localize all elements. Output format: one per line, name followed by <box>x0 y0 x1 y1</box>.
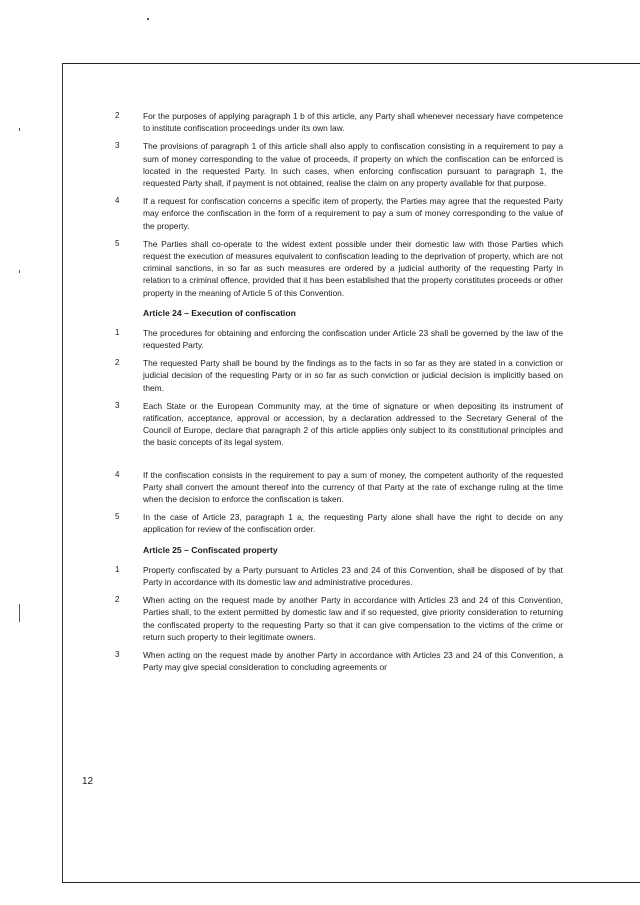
paragraph-number: 1 <box>115 564 120 574</box>
bottom-rule <box>62 882 640 883</box>
paragraph-number: 4 <box>115 469 120 479</box>
paragraph-text: The Parties shall co-operate to the widest extent possible under their domestic law with those Parties which request the execution of measures equivalent to confiscation leading to the deprivation of property, which are not criminal sanctions, in so far as such measures are ordered by a judicial authority of the requesting Party in relation to a criminal offence, provided that it has been established that the property constitutes proceeds or other property in the meaning of Article 5 of this Convention. <box>143 238 563 298</box>
paragraph-number: 2 <box>115 358 120 368</box>
paragraph-number: 5 <box>115 512 120 522</box>
side-rule <box>62 63 63 882</box>
paragraph-number: 2 <box>115 595 120 605</box>
page-content <box>115 110 563 679</box>
paragraph-number: 1 <box>115 327 120 337</box>
article23-paragraph-3 <box>115 140 563 189</box>
scan-speck <box>19 604 20 622</box>
article23-paragraph-2 <box>115 110 563 134</box>
scan-speck <box>19 270 20 273</box>
article24-paragraph-5 <box>115 511 563 535</box>
paragraph-number: 3 <box>115 141 120 151</box>
paragraph-text: Property confiscated by a Party pursuant to Articles 23 and 24 of this Convention, shall be disposed of by that Party in accordance with its domestic law and administrative procedures. <box>143 564 563 587</box>
article25-paragraph-3 <box>115 649 563 673</box>
paragraph-text: When acting on the request made by another Party in accordance with Articles 23 and 24 of this Convention, a Party may give special consideration to concluding agreements or <box>143 649 563 673</box>
scan-speck <box>19 128 20 131</box>
page-number: 12 <box>82 776 94 787</box>
paragraph-text: The requested Party shall be bound by the findings as to the facts in so far as they are stated in a conviction or judicial decision of the requesting Party or in so far as such conviction or judicial decision is implicitly based on them. <box>143 358 563 393</box>
article25-paragraph-2 <box>115 594 563 643</box>
article24-paragraph-3 <box>115 400 563 449</box>
top-rule <box>62 63 640 64</box>
paragraph-text: When acting on the request made by another Party in accordance with Articles 23 and 24 of this Convention, Parties shall, to the extent permitted by domestic law and if so requested, give priority consideration to returning the confiscated property to the requesting Party so that it can give compensation to the victims of the crime or return such property to their legitimate owners. <box>143 595 563 642</box>
paragraph-text: If the confiscation consists in the requirement to pay a sum of money, the competent authority of the requested Party shall convert the amount thereof into the currency of that Party at the rate of exchange ruling at the time when the decision to enforce the confiscation is taken. <box>143 469 563 505</box>
article23-paragraph-4 <box>115 195 563 232</box>
article25-paragraph-1 <box>115 564 563 588</box>
section-gap <box>115 455 563 469</box>
paragraph-text: The procedures for obtaining and enforcing the confiscation under Article 23 shall be governed by the law of the requested Party. <box>143 327 563 351</box>
scan-speck <box>147 18 149 20</box>
paragraph-text: If a request for confiscation concerns a specific item of property, the Parties may agree that the requested Party may enforce the confiscation in the form of a requirement to pay a sum of money corresponding to the value of the property. <box>143 196 563 231</box>
paragraph-text: Each State or the European Community may, at the time of signature or when depositing its instrument of ratification, acceptance, approval or accession, by a declaration addressed to the Secretary General of the Council of Europe, declare that paragraph 2 of this article applies only subject to its constitutional principles and the basic concepts of its legal system. <box>143 400 563 448</box>
paragraph-number: 3 <box>115 400 120 410</box>
paragraph-number: 5 <box>115 238 120 248</box>
paragraph-text: The provisions of paragraph 1 of this article shall also apply to confiscation consisting in a requirement to pay a sum of money corresponding to the value of proceeds, if property on which the confiscation can be enforced is located in the requested Party. In such cases, when enforcing confiscation pursuant to paragraph 1, the requested Party shall, if payment is not obtained, realise the claim on any property available for that purpose. <box>143 141 563 189</box>
article23-paragraph-5 <box>115 238 563 299</box>
article25-heading: Article 25 – Confiscated property <box>143 544 278 555</box>
article24-paragraph-2 <box>115 357 563 394</box>
article24-paragraph-4 <box>115 469 563 506</box>
paragraph-number: 2 <box>115 111 120 120</box>
article24-paragraph-1 <box>115 327 563 351</box>
paragraph-number: 4 <box>115 196 120 206</box>
paragraph-text: For the purposes of applying paragraph 1 b of this article, any Party shall whenever necessary have competence to institute confiscation proceedings under its own law. <box>143 111 563 134</box>
paragraph-number: 3 <box>115 649 120 659</box>
article24-heading: Article 24 – Execution of confiscation <box>143 307 296 318</box>
paragraph-text: In the case of Article 23, paragraph 1 a, the requesting Party alone shall have the right to decide on any application for review of the confiscation order. <box>143 512 563 535</box>
